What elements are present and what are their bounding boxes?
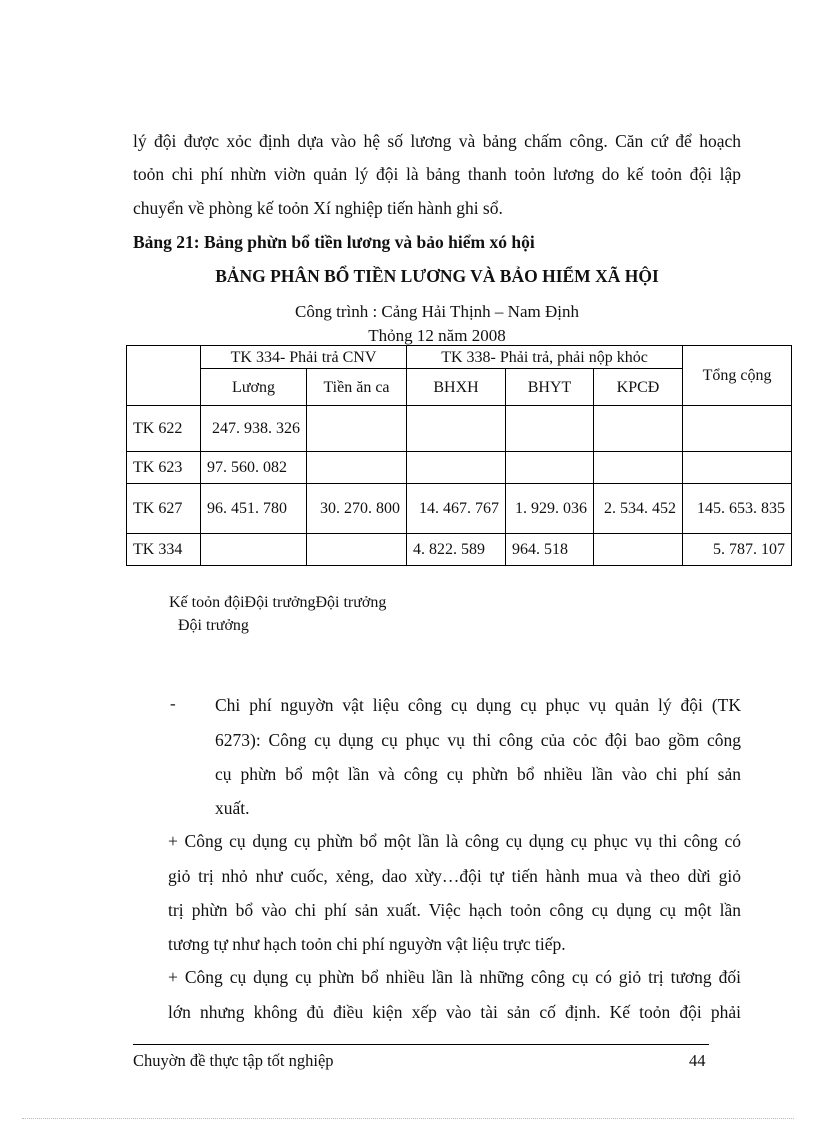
an-ca-cell: 30. 270. 800 [307, 484, 407, 534]
an-ca-cell [307, 406, 407, 452]
table-row [127, 534, 792, 566]
account-cell: TK 622 [127, 406, 201, 452]
col-header-bhxh: BHXH [407, 369, 506, 406]
page-number: 44 [689, 1051, 706, 1070]
col-header-bhyt: BHYT [506, 369, 594, 406]
bhxh-cell [407, 406, 506, 452]
table-row [127, 484, 792, 534]
account-cell: TK 334 [127, 534, 201, 566]
report-period: Thỏng 12 năm 2008 [368, 326, 506, 345]
table-row [127, 406, 792, 452]
body-line: toỏn chi phí nhừn viờn quản lý đội là bảng thanh toỏn lương do kế toỏn đội lập [133, 164, 741, 184]
total-cell: 145. 653. 835 [683, 484, 792, 534]
footer-title: Chuyờn đề thực tập tốt nghiệp [133, 1051, 334, 1070]
bullet-line: 6273): Công cụ dụng cụ phục vụ thi công của cỏc đội bao gồm công [215, 730, 741, 750]
bullet-dash: - [170, 694, 176, 713]
body-line: lý đội được xỏc định dựa vào hệ số lương và bảng chấm công. Căn cứ để hoạch [133, 131, 741, 151]
kpcd-cell [594, 406, 683, 452]
an-ca-cell [307, 534, 407, 566]
kpcd-cell [594, 452, 683, 484]
bhyt-cell [506, 452, 594, 484]
luong-cell: 97. 560. 082 [201, 452, 307, 484]
table-title: BẢNG PHÂN BỔ TIỀN LƯƠNG VÀ BẢO HIỂM XÃ HỘI [215, 266, 659, 286]
table-row [127, 452, 792, 484]
total-cell: 5. 787. 107 [683, 534, 792, 566]
kpcd-cell: 2. 534. 452 [594, 484, 683, 534]
bhyt-cell [506, 406, 594, 452]
bhyt-cell: 1. 929. 036 [506, 484, 594, 534]
account-cell: TK 623 [127, 452, 201, 484]
project-name: Công trình : Cảng Hải Thịnh – Nam Định [295, 302, 579, 321]
footer-rule [133, 1044, 709, 1045]
bullet-line: Chi phí nguyờn vật liệu công cụ dụng cụ phục vụ quản lý đội (TK [215, 695, 741, 715]
account-cell: TK 627 [127, 484, 201, 534]
signature-line: Kế toỏn độiĐội trưởngĐội trưởng [169, 594, 387, 611]
body-line: lớn nhưng không đủ điều kiện xếp vào tài sản cố định. Kế toỏn đội phải [168, 1002, 741, 1022]
total-cell [683, 406, 792, 452]
total-cell [683, 452, 792, 484]
bhxh-cell: 4. 822. 589 [407, 534, 506, 566]
bullet-line: xuất. [215, 798, 250, 818]
body-line: giỏ trị nhỏ như cuốc, xẻng, dao xừy…đội tự tiến hành mua và theo dừi giỏ [168, 866, 741, 886]
group-header-tk334: TK 334- Phải trả CNV [201, 346, 407, 369]
col-header-an-ca: Tiền ăn ca [307, 369, 407, 406]
body-line: trị phừn bổ vào chi phí sản xuất. Việc hạch toỏn công cụ dụng cụ một lần [168, 900, 741, 920]
luong-cell [201, 534, 307, 566]
page-edge [22, 1118, 794, 1119]
luong-cell: 96. 451. 780 [201, 484, 307, 534]
body-line: + Công cụ dụng cụ phừn bổ một lần là công cụ dụng cụ phục vụ thi công có [168, 831, 741, 851]
bullet-line: cụ phừn bổ một lần và công cụ phừn bổ nhiều lần vào chi phí sản [215, 764, 741, 784]
body-line: tương tự như hạch toỏn chi phí nguyờn vật liệu trực tiếp. [168, 934, 566, 954]
body-line: + Công cụ dụng cụ phừn bổ nhiều lần là những công cụ có giỏ trị tương đối [168, 967, 741, 987]
kpcd-cell [594, 534, 683, 566]
allocation-table [126, 345, 792, 566]
bhxh-cell: 14. 467. 767 [407, 484, 506, 534]
corner-cell [127, 346, 201, 406]
bhxh-cell [407, 452, 506, 484]
col-header-kpcd: KPCĐ [594, 369, 683, 406]
table-caption: Bảng 21: Bảng phừn bổ tiền lương và bảo hiểm xó hội [133, 232, 535, 252]
col-header-luong: Lương [201, 369, 307, 406]
group-header-tk338: TK 338- Phải trả, phải nộp khỏc [407, 346, 683, 369]
total-header: Tổng cộng [683, 346, 792, 406]
luong-cell: 247. 938. 326 [201, 406, 307, 452]
signature-line: Đội trưởng [178, 617, 249, 634]
body-line: chuyển về phòng kế toỏn Xí nghiệp tiến hành ghi sổ. [133, 198, 503, 218]
bhyt-cell: 964. 518 [506, 534, 594, 566]
an-ca-cell [307, 452, 407, 484]
